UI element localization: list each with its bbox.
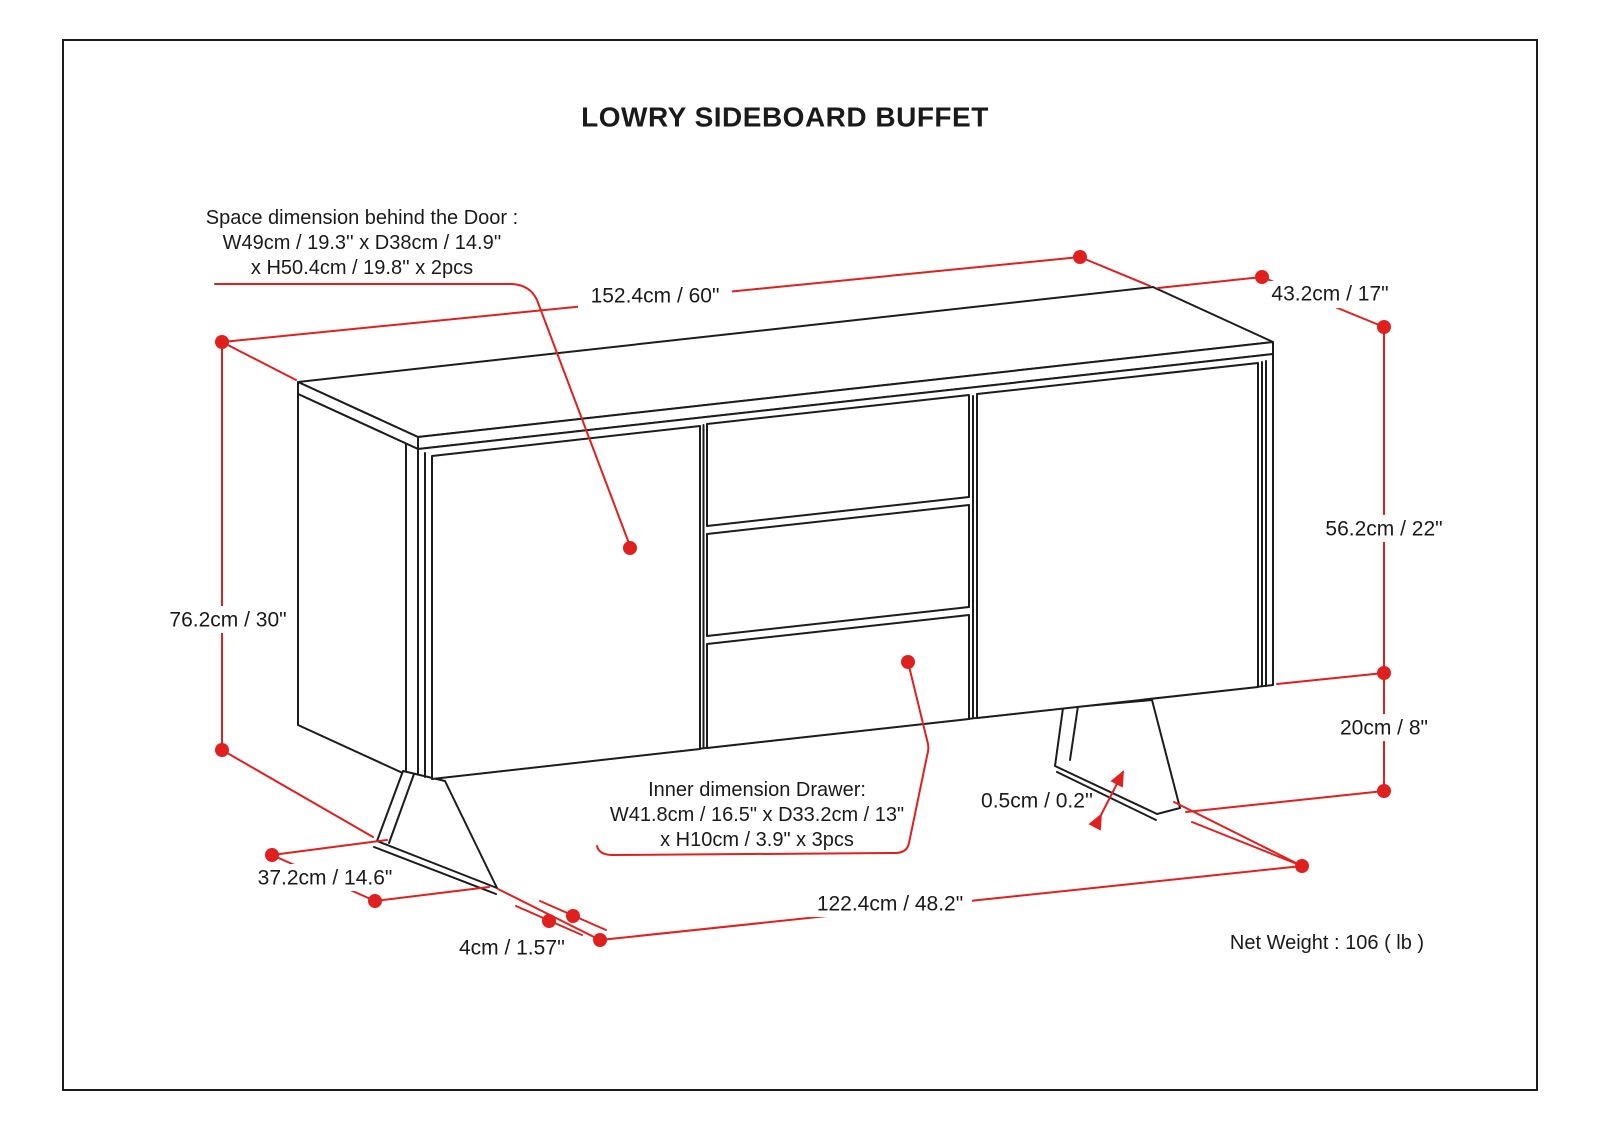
dimension-endpoint-dot (215, 743, 229, 757)
left-side-panel (298, 394, 418, 780)
leg-width-label: 4cm / 1.57'' (458, 936, 566, 960)
leg-span-label: 122.4cm / 48.2" (816, 892, 964, 916)
dimension-endpoint-dot (566, 909, 580, 923)
top-depth-label: 43.2cm / 17" (1271, 282, 1389, 306)
leg-height-label: 20cm / 8" (1340, 716, 1428, 740)
dimension-endpoint-dot (265, 848, 279, 862)
note-door-space (206, 207, 518, 279)
dimension-endpoint-dot (593, 933, 607, 947)
foot-depth-label: 37.2cm / 14.6" (257, 866, 393, 890)
dimension-endpoint-dot (623, 541, 637, 555)
note-door-space-line3: x H50.4cm / 19.8'' x 2pcs (250, 257, 474, 279)
dimension-endpoint-dot (1255, 270, 1269, 284)
dimension-leg-height (1186, 673, 1384, 812)
dimension-endpoint-dot (542, 914, 556, 928)
top-width-label: 152.4cm / 60" (590, 284, 720, 308)
dimension-endpoint-dot (368, 894, 382, 908)
dimension-endpoint-dot (215, 335, 229, 349)
note-door-space-line2: W49cm / 19.3'' x D38cm / 14.9'' (222, 232, 502, 254)
right-door (977, 363, 1258, 718)
body-height-label: 56.2cm / 22" (1325, 517, 1443, 541)
dimension-leg-width (516, 901, 606, 935)
foot-thickness-label: 0.5cm / 0.2'' (981, 789, 1093, 813)
net-weight-label: Net Weight : 106 ( lb ) (1229, 932, 1425, 954)
sideboard-drawing (298, 284, 1273, 894)
left-door (432, 426, 700, 779)
dimension-endpoint-dot (1377, 666, 1391, 680)
dimension-body-height (1277, 327, 1384, 684)
note-door-space-line1: Space dimension behind the Door : (205, 207, 519, 229)
note-drawer-inner-line1: Inner dimension Drawer: (648, 779, 866, 801)
dimension-endpoint-dot (901, 655, 915, 669)
overall-height-label: 76.2cm / 30" (169, 608, 287, 632)
dimension-endpoint-dot (1377, 320, 1391, 334)
dimension-endpoint-dot (1073, 250, 1087, 264)
page-title: LOWRY SIDEBOARD BUFFET (581, 101, 989, 133)
note-drawer-inner-line3: x H10cm / 3.9" x 3pcs (660, 829, 854, 851)
dimension-endpoint-dot (1295, 859, 1309, 873)
note-drawer-inner (610, 779, 904, 851)
dimension-endpoint-dot (1377, 784, 1391, 798)
note-drawer-inner-line2: W41.8cm / 16.5" x D33.2cm / 13" (609, 804, 905, 826)
